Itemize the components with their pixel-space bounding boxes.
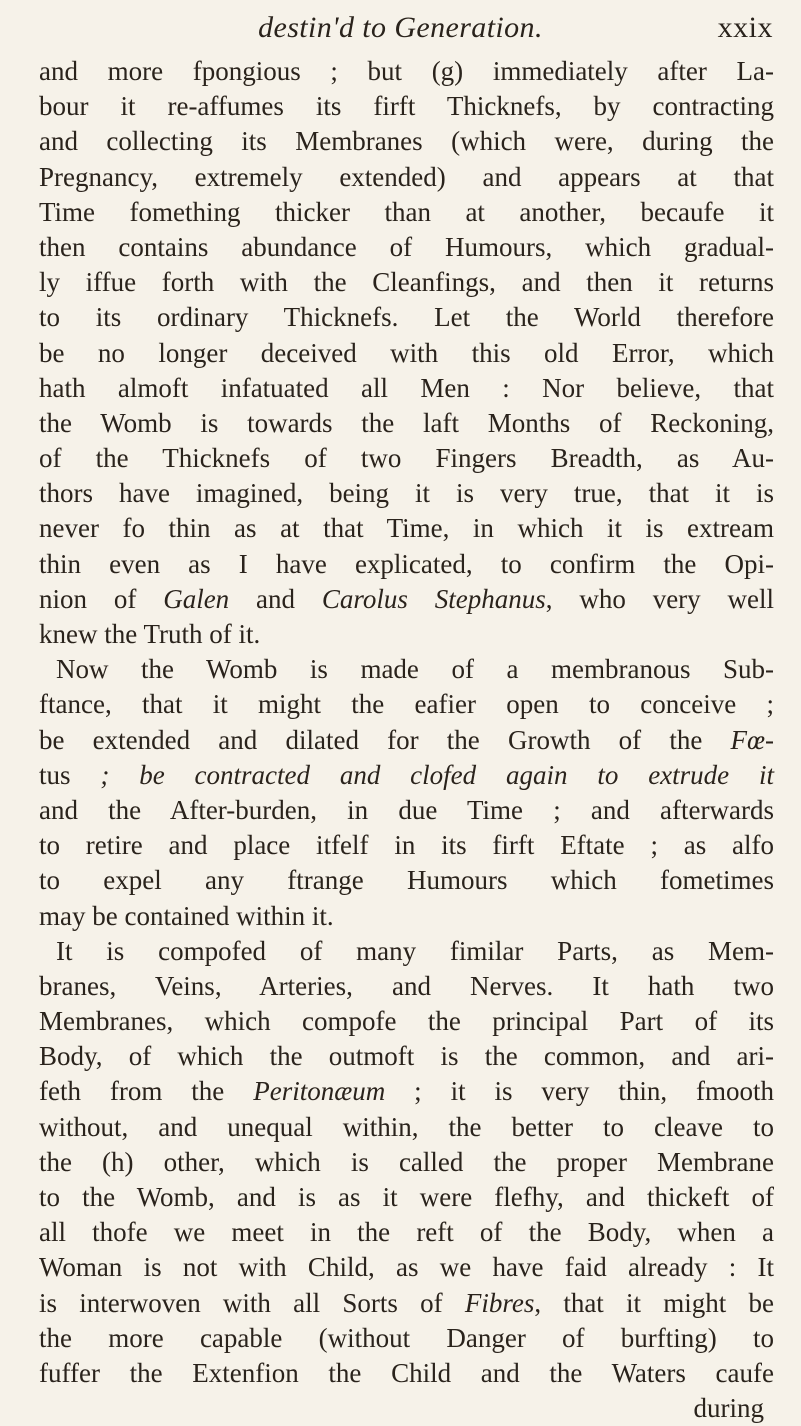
text-segment: never fo thin as at that Time, in which it is extream — [39, 513, 774, 544]
text-segment: thin even as I have explicated, to confirm the Opi- — [39, 548, 774, 579]
text-line — [39, 1215, 774, 1250]
text-segment: ly iffue forth with the Cleanfings, and then it returns — [39, 267, 774, 298]
text-line — [39, 723, 774, 758]
text-segment: , that it might be — [534, 1287, 774, 1318]
text-line — [39, 1039, 774, 1074]
text-segment: branes, Veins, Arteries, and Nerves. It hath two — [39, 970, 774, 1001]
text-segment: may be contained within it. — [39, 900, 334, 931]
text-line — [39, 265, 774, 300]
text-segment: to the Womb, and is as it were flefhy, and thickeft of — [39, 1182, 774, 1212]
text-segment: be no longer deceived with this old Error, which — [39, 337, 774, 368]
text-line — [39, 1004, 774, 1039]
italic-term: Galen — [163, 583, 230, 614]
text-line — [39, 1180, 774, 1215]
text-segment: Body, of which the outmoft is the common, and ari- — [39, 1041, 774, 1072]
text-line — [39, 230, 774, 265]
text-line — [39, 1110, 774, 1145]
text-segment: without, and unequal within, the better to cleave to — [39, 1111, 774, 1142]
text-segment: ftance, that it might the eafier open to conceive ; — [39, 689, 774, 720]
text-line — [39, 54, 774, 89]
text-line — [39, 863, 774, 898]
text-segment: and collecting its Membranes (which were, during the — [39, 126, 774, 157]
text-segment: Time fomething thicker than at another, becaufe it — [39, 196, 774, 227]
page-header — [0, 6, 801, 50]
italic-term: Fibres — [464, 1287, 535, 1318]
text-segment: hath almoft infatuated all Men : Nor believe, that — [39, 372, 774, 403]
text-segment: and the After-burden, in due Time ; and afterwards — [39, 794, 774, 825]
body-text — [39, 54, 774, 1426]
text-line — [39, 934, 774, 969]
text-line — [39, 1356, 774, 1391]
text-line — [39, 300, 774, 335]
text-segment: Woman is not with Child, as we have faid already : It — [39, 1252, 774, 1283]
text-segment: to retire and place itfelf in its firft Eftate ; as alfo — [39, 830, 774, 861]
text-line — [39, 1074, 774, 1109]
text-segment: is interwoven with all Sorts of — [39, 1287, 465, 1318]
text-segment: and — [229, 583, 322, 614]
text-segment: tus — [39, 759, 71, 790]
text-line — [39, 371, 774, 406]
text-segment: Pregnancy, extremely extended) and appears at that — [39, 161, 774, 192]
text-segment: all thofe we meet in the reft of the Body, when a — [39, 1217, 774, 1248]
text-segment: the more capable (without Danger of burfting) to — [39, 1322, 774, 1353]
text-line — [39, 969, 774, 1004]
text-line — [39, 1286, 774, 1321]
text-line — [39, 547, 774, 582]
text-segment: knew the Truth of it. — [39, 619, 261, 649]
text-line — [39, 195, 774, 230]
text-segment: then contains abundance of Humours, which gradual- — [39, 231, 774, 262]
text-line — [39, 582, 774, 617]
running-title: destin'd to Generation. — [258, 11, 543, 44]
text-segment: bour it re-affumes its firft Thicknefs, by contracting — [39, 91, 774, 122]
text-line — [39, 336, 774, 371]
text-segment: , who very well — [545, 583, 775, 614]
text-line — [39, 406, 774, 441]
italic-term: Peritonæum — [253, 1076, 386, 1107]
text-line — [39, 1250, 774, 1285]
text-line — [39, 652, 774, 687]
text-line — [39, 793, 774, 828]
text-segment: Membranes, which compofe the principal Part of its — [39, 1006, 774, 1037]
text-segment: Now the Womb is made of a membranous Sub- — [56, 654, 774, 685]
italic-term: ; be contracted and clofed again to extrude it — [70, 759, 774, 790]
text-line — [39, 1391, 774, 1426]
text-segment: to its ordinary Thicknefs. Let the World therefore — [39, 302, 774, 333]
text-segment: of the Thicknefs of two Fingers Breadth, as Au- — [39, 443, 774, 474]
text-line — [39, 1321, 774, 1356]
text-segment: fuffer the Extenfion the Child and the Waters caufe — [39, 1357, 774, 1388]
text-line — [39, 124, 774, 159]
text-line — [39, 899, 774, 934]
text-segment: and more fpongious ; but (g) immediately after La- — [39, 56, 774, 86]
text-segment: nion of — [39, 583, 164, 614]
text-line — [39, 617, 774, 652]
text-segment: feth from the — [39, 1076, 254, 1107]
italic-term: Fœ- — [730, 724, 774, 755]
text-line — [39, 828, 774, 863]
text-line — [39, 89, 774, 124]
text-segment: It is compofed of many fimilar Parts, as Mem- — [56, 935, 774, 966]
text-line — [39, 511, 774, 546]
text-segment: ; it is very thin, fmooth — [385, 1076, 774, 1107]
text-line — [39, 687, 774, 722]
text-line — [39, 1145, 774, 1180]
text-segment: be extended and dilated for the Growth of the — [39, 724, 731, 755]
text-line — [39, 476, 774, 511]
italic-term: Carolus Stephanus — [321, 583, 546, 614]
text-line — [39, 160, 774, 195]
text-segment: to expel any ftrange Humours which fometimes — [39, 865, 774, 896]
text-line — [39, 441, 774, 476]
text-line — [39, 758, 774, 793]
text-segment: thors have imagined, being it is very true, that it is — [39, 478, 774, 509]
text-segment: during — [693, 1393, 764, 1424]
page-number: xxix — [717, 11, 773, 44]
text-segment: the (h) other, which is called the proper Membrane — [39, 1146, 774, 1177]
text-segment: the Womb is towards the laft Months of Reckoning, — [39, 407, 774, 438]
